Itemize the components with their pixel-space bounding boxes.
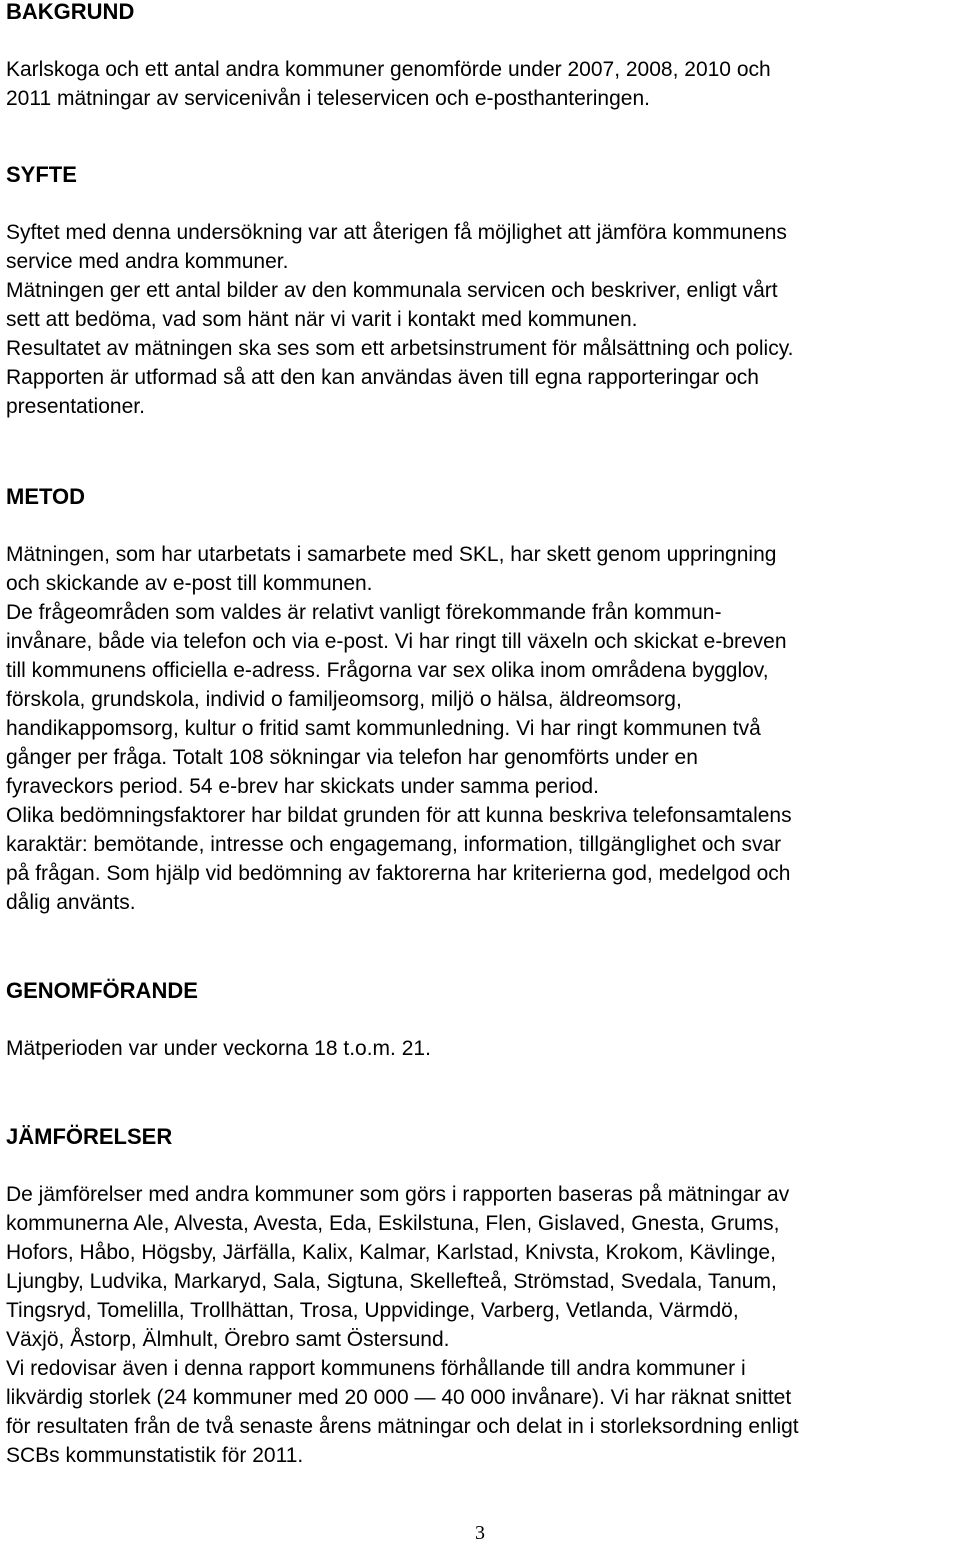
paragraph-genomforande	[6, 1034, 946, 1063]
text-line: Mätperioden var under veckorna 18 t.o.m. 21.	[6, 1037, 431, 1060]
heading-bakgrund: BAKGRUND	[6, 0, 135, 24]
text-line: SCBs kommunstatistik för 2011.	[6, 1444, 304, 1467]
text-line: Vi redovisar även i denna rapport kommunens förhållande till andra kommuner i	[6, 1357, 746, 1380]
heading-metod: METOD	[6, 484, 86, 509]
text-line: Mätningen ger ett antal bilder av den kommunala servicen och beskriver, enligt vårt	[6, 279, 778, 302]
paragraph-bakgrund	[6, 55, 946, 113]
text-line: De frågeområden som valdes är relativt vanligt förekommande från kommun-	[6, 601, 722, 624]
text-line: Växjö, Åstorp, Älmhult, Örebro samt Östersund.	[6, 1328, 450, 1351]
text-line: karaktär: bemötande, intresse och engagemang, information, tillgänglighet och svar	[6, 833, 782, 856]
text-line: Tingsryd, Tomelilla, Trollhättan, Trosa, Uppvidinge, Varberg, Vetlanda, Värmdö,	[6, 1299, 739, 1322]
text-line: kommunerna Ale, Alvesta, Avesta, Eda, Eskilstuna, Flen, Gislaved, Gnesta, Grums,	[6, 1212, 780, 1235]
text-line: gånger per fråga. Totalt 108 sökningar via telefon har genomförts under en	[6, 746, 698, 769]
section-syfte	[6, 160, 946, 189]
text-line: invånare, både via telefon och via e-post. Vi har ringt till växeln och skickat e-breven	[6, 630, 787, 653]
heading-syfte: SYFTE	[6, 162, 77, 187]
text-line: service med andra kommuner.	[6, 250, 289, 273]
page-number: 3	[475, 1522, 485, 1544]
section-bakgrund	[6, 0, 946, 26]
section-jamforelser	[6, 1122, 946, 1151]
text-line: 2011 mätningar av servicenivån i teleservicen och e-posthanteringen.	[6, 87, 650, 110]
text-line: dålig använts.	[6, 891, 136, 914]
text-line: De jämförelser med andra kommuner som görs i rapporten baseras på mätningar av	[6, 1183, 790, 1206]
paragraph-jamforelser	[6, 1180, 946, 1470]
text-line: Mätningen, som har utarbetats i samarbete med SKL, har skett genom uppringning	[6, 543, 777, 566]
text-line: fyraveckors period. 54 e-brev har skickats under samma period.	[6, 775, 599, 798]
heading-genomforande: GENOMFÖRANDE	[6, 978, 198, 1003]
text-line: Ljungby, Ludvika, Markaryd, Sala, Sigtuna, Skellefteå, Strömstad, Svedala, Tanum,	[6, 1270, 777, 1293]
text-line: för resultaten från de två senaste årens mätningar och delat in i storleksordning enligt	[6, 1415, 799, 1438]
text-line: Resultatet av mätningen ska ses som ett arbetsinstrument för målsättning och policy.	[6, 337, 794, 360]
text-line: handikappomsorg, kultur o fritid samt kommunledning. Vi har ringt kommunen två	[6, 717, 761, 740]
text-line: och skickande av e-post till kommunen.	[6, 572, 373, 595]
text-line: likvärdig storlek (24 kommuner med 20 000 — 40 000 invånare). Vi har räknat snittet	[6, 1386, 792, 1409]
text-line: förskola, grundskola, individ o familjeomsorg, miljö o hälsa, äldreomsorg,	[6, 688, 682, 711]
text-line: Syftet med denna undersökning var att återigen få möjlighet att jämföra kommunens	[6, 221, 787, 244]
section-genomforande	[6, 976, 946, 1005]
text-line: Hofors, Håbo, Högsby, Järfälla, Kalix, Kalmar, Karlstad, Knivsta, Krokom, Kävlinge,	[6, 1241, 776, 1264]
text-line: på frågan. Som hjälp vid bedömning av faktorerna har kriterierna god, medelgod och	[6, 862, 791, 885]
text-line: Rapporten är utformad så att den kan användas även till egna rapporteringar och	[6, 366, 759, 389]
paragraph-metod	[6, 540, 946, 917]
text-line: sett att bedöma, vad som hänt när vi varit i kontakt med kommunen.	[6, 308, 638, 331]
text-line: presentationer.	[6, 395, 145, 418]
text-line: Olika bedömningsfaktorer har bildat grunden för att kunna beskriva telefonsamtalens	[6, 804, 792, 827]
heading-jamforelser: JÄMFÖRELSER	[6, 1124, 173, 1149]
text-line: Karlskoga och ett antal andra kommuner genomförde under 2007, 2008, 2010 och	[6, 58, 771, 81]
paragraph-syfte	[6, 218, 946, 421]
text-line: till kommunens officiella e-adress. Frågorna var sex olika inom områdena bygglov,	[6, 659, 769, 682]
section-metod	[6, 482, 946, 511]
